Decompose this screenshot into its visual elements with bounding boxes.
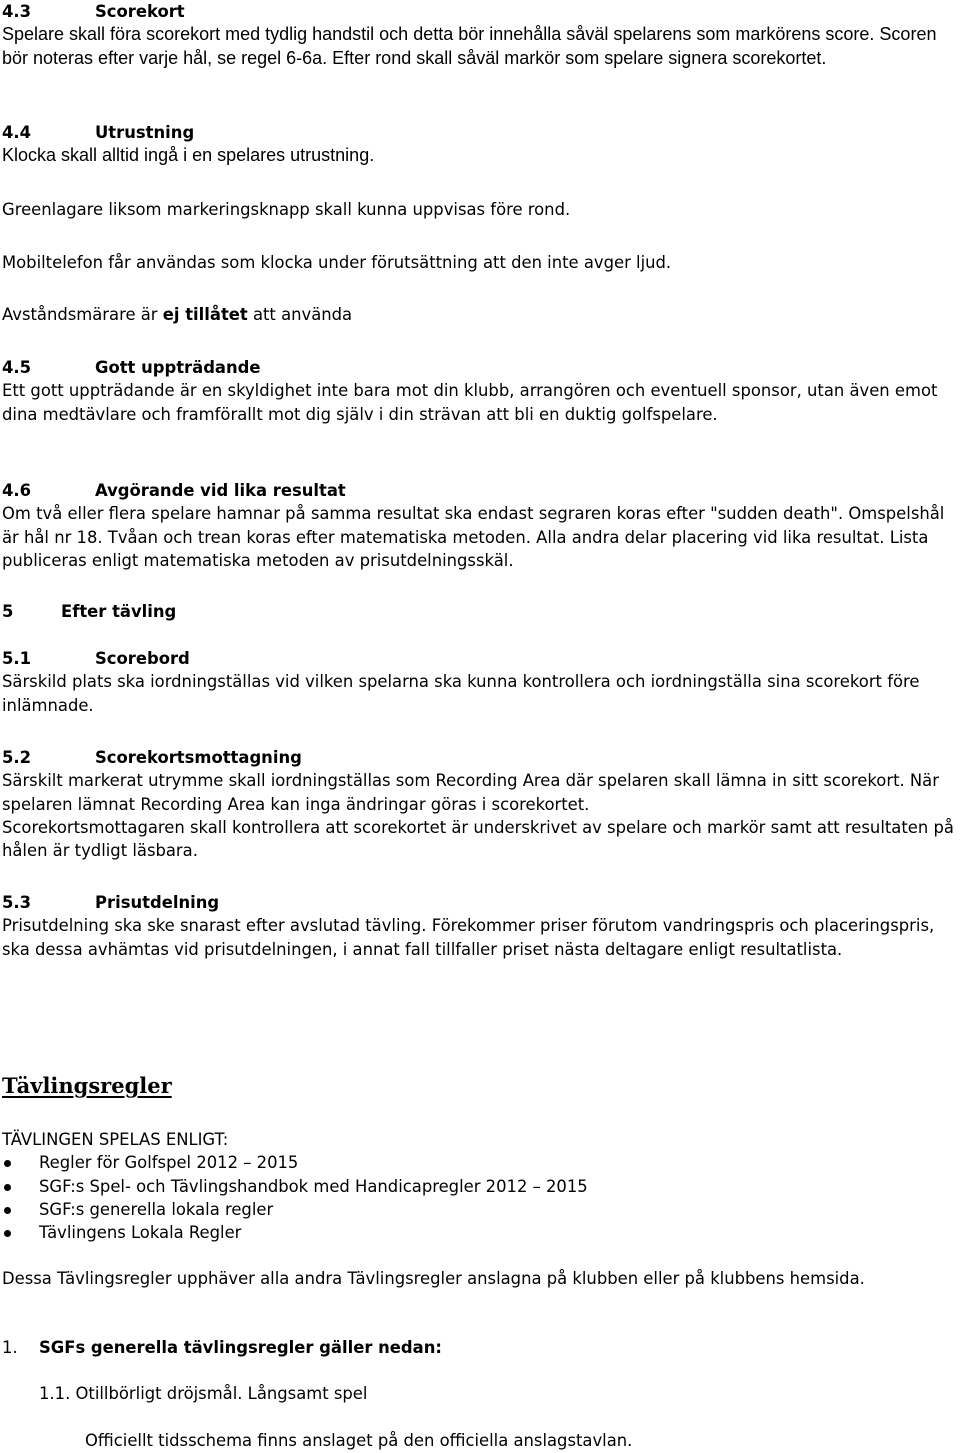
- section-heading: [2, 891, 958, 914]
- bullet-icon: [4, 1207, 11, 1214]
- list-item: [2, 1151, 958, 1174]
- section-title: Gott uppträdande: [95, 358, 261, 377]
- equipment-line-watch: Klocka skall alltid ingå i en spelares utrustning.: [2, 145, 375, 166]
- section-number: 5.1: [2, 649, 32, 668]
- list-item: [2, 1175, 958, 1198]
- list-item-text: Regler för Golfspel 2012 – 2015: [39, 1153, 299, 1173]
- section-title: Scorebord: [95, 649, 190, 668]
- section-number: 5.3: [2, 893, 32, 912]
- section-title: Scorekortsmottagning: [95, 748, 302, 767]
- rangefinder-text-bold: ej tillåtet: [162, 305, 248, 324]
- section-4-6: [2, 479, 958, 572]
- list-item: [2, 1221, 958, 1244]
- section-4-3: [2, 0, 958, 70]
- section-5: [2, 600, 958, 623]
- rules-note: Dessa Tävlingsregler upphäver alla andra Tävlingsregler anslagna på klubben eller på klubbens hemsida.: [2, 1269, 865, 1288]
- section-body: Spelare skall föra scorekort med tydlig handstil och detta bör innehålla såväl spelarens som markörens score. Scoren bör noteras efter varje hål, se regel 6-6a. Efter rond skall såväl markör som spelare signera scorekortet.: [2, 24, 937, 68]
- section-body: Scorekortsmottagaren skall kontrollera att scorekortet är underskrivet av spelare och markör samt att resultaten på hålen är tydligt läsbara.: [2, 817, 954, 861]
- section-heading: [2, 121, 958, 144]
- list-item: [2, 1198, 958, 1221]
- subitem-body: Officiellt tidsschema finns anslaget på den officiella anslagstavlan.: [85, 1431, 633, 1450]
- section-5-3: [2, 891, 958, 961]
- section-heading: [2, 600, 958, 623]
- section-number: 4.3: [2, 2, 32, 21]
- rangefinder-text-post: att använda: [247, 305, 353, 324]
- section-body: Särskild plats ska iordningställas vid vilken spelarna ska kunna kontrollera och iordningställa sina scorekort före inlämnade.: [2, 672, 920, 715]
- section-number: 5: [2, 602, 14, 621]
- section-number: 4.5: [2, 358, 32, 377]
- section-heading: [2, 647, 958, 670]
- section-body: Prisutdelning ska ske snarast efter avslutad tävling. Förekommer priser förutom vandringspris och placeringspris, ska dessa avhämtas vid prisutdelningen, i annat fall tillfaller priset nästa deltagare enligt resultatlista.: [2, 916, 935, 959]
- section-4-5: [2, 356, 958, 426]
- rules-item-1: [2, 1336, 958, 1359]
- rules-heading: Tävlingsregler: [2, 1073, 172, 1098]
- section-title: Prisutdelning: [95, 893, 220, 912]
- section-5-2: [2, 746, 958, 862]
- list-item-text: SGF:s generella lokala regler: [39, 1199, 274, 1219]
- bullet-icon: [4, 1230, 11, 1237]
- item-number: 1.: [2, 1338, 18, 1357]
- rules-subitem-1-1-body: [85, 1429, 958, 1452]
- section-body: Om två eller flera spelare hamnar på samma resultat ska endast segraren koras efter "sudden death". Omspelshål är hål nr 18. Tvåan och trean koras efter matematiska metoden. Alla andra delar placering vid lika resultat. Lista publiceras enligt matematiska metoden av prisutdelningsskäl.: [2, 504, 945, 570]
- section-heading: [2, 479, 958, 502]
- equipment-line-mobile: Mobiltelefon får användas som klocka under förutsättning att den inte avger ljud.: [2, 253, 672, 272]
- rangefinder-text-pre: Avståndsmärare är: [2, 305, 163, 324]
- rules-subitem-1-1: [39, 1382, 958, 1405]
- section-title: Scorekort: [95, 2, 185, 21]
- rules-bullet-list: [2, 1151, 958, 1244]
- section-title: Avgörande vid lika resultat: [95, 481, 346, 500]
- rules-list-block: [2, 1128, 958, 1244]
- section-number: 4.6: [2, 481, 32, 500]
- section-heading: [2, 746, 958, 769]
- section-number: 5.2: [2, 748, 32, 767]
- equipment-line-marker: Greenlagare liksom markeringsknapp skall kunna uppvisas före rond.: [2, 200, 571, 219]
- section-title: Efter tävling: [61, 602, 177, 621]
- section-heading: [2, 356, 958, 379]
- section-title: Utrustning: [95, 123, 195, 142]
- list-item-text: SGF:s Spel- och Tävlingshandbok med Handicapregler 2012 – 2015: [39, 1176, 588, 1196]
- rules-intro: TÄVLINGEN SPELAS ENLIGT:: [2, 1130, 229, 1149]
- bullet-icon: [4, 1160, 11, 1167]
- subitem-title: 1.1. Otillbörligt dröjsmål. Långsamt spel: [39, 1384, 368, 1403]
- section-heading: [2, 0, 958, 23]
- section-5-1: [2, 647, 958, 717]
- list-item-text: Tävlingens Lokala Regler: [39, 1223, 242, 1243]
- equipment-line-rangefinder: [2, 303, 958, 326]
- section-4-4: [2, 121, 958, 168]
- item-text: SGFs generella tävlingsregler gäller nedan:: [39, 1338, 442, 1357]
- section-body: Ett gott uppträdande är en skyldighet inte bara mot din klubb, arrangören och eventuell sponsor, utan även emot dina medtävlare och framförallt mot dig själv i din strävan att bli en duktig golfspelare.: [2, 381, 938, 424]
- bullet-icon: [4, 1184, 11, 1191]
- section-body: Särskilt markerat utrymme skall iordningställas som Recording Area där spelaren skall lämna in sitt scorekort. När spelaren lämnat Recording Area kan inga ändringar göras i scorekortet.: [2, 771, 939, 814]
- section-number: 4.4: [2, 123, 32, 142]
